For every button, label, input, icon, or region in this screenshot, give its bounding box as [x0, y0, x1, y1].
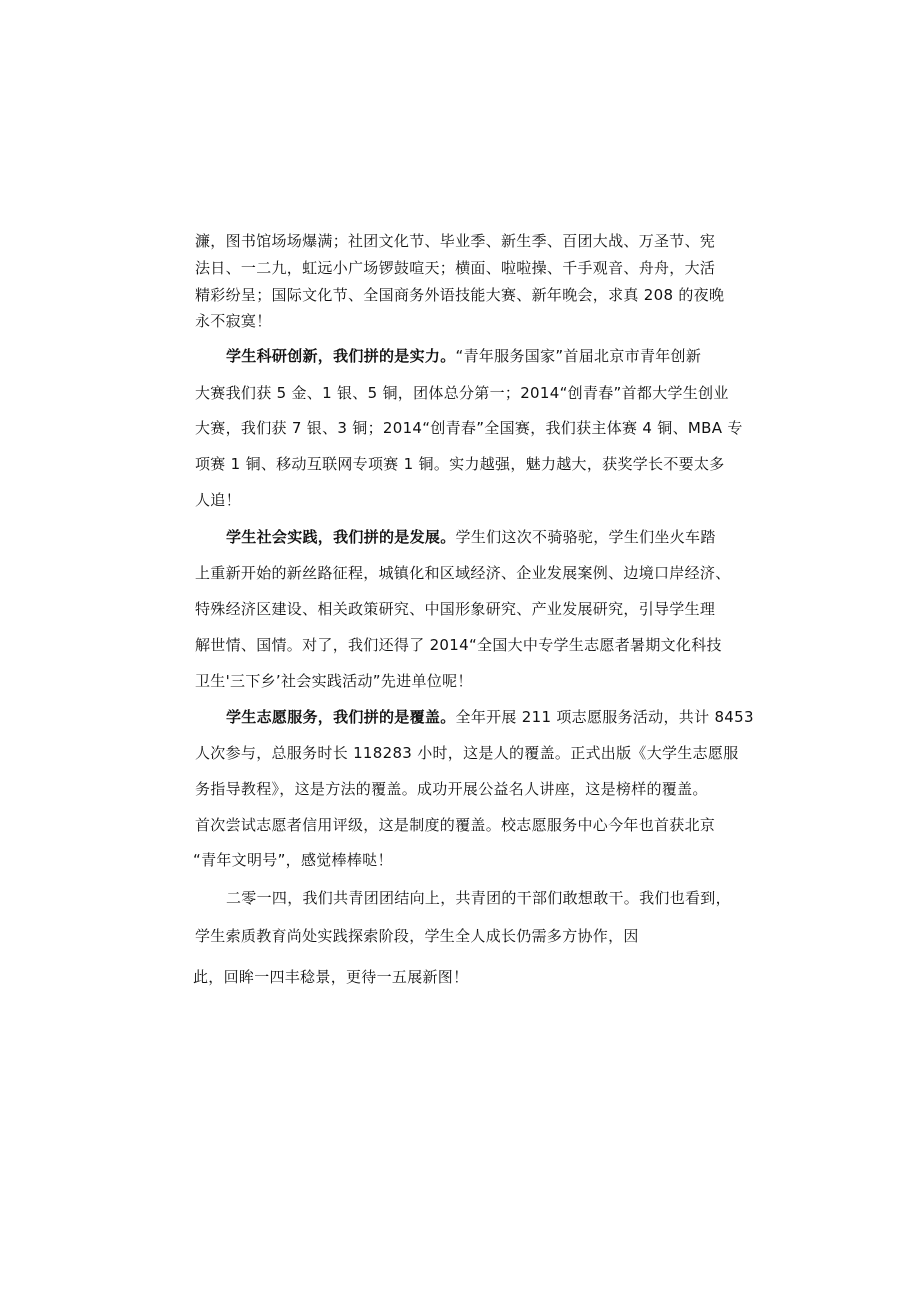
p1-line-1: 濂，图书馆场场爆满；社团文化节、毕业季、新生季、百团大战、万圣节、宪	[195, 232, 716, 250]
p4-line-1	[226, 707, 754, 727]
p5-line-3: 此，回眸一四丰稔景，更待一五展新图！	[193, 968, 469, 986]
p3-heading: 学生社会实践，我们拼的是发展。	[226, 528, 456, 546]
p4-line-4: 首次尝试志愿者信用评级，这是制度的覆盖。校志愿服务中心今年也首获北京	[195, 816, 716, 834]
p4-line-3: 务指导教程》，这是方法的覆盖。成功开展公益名人讲座，这是榜样的覆盖。	[195, 780, 708, 798]
p3-line-2: 上重新开始的新丝路征程，城镇化和区域经济、企业发展案例、边境口岸经济、	[195, 564, 731, 582]
p5-line-1: 二零一四，我们共青团团结向上，共青团的干部们敢想敢干。我们也看到，	[226, 889, 731, 907]
p1-line-3: 精彩纷呈；国际文化节、全国商务外语技能大赛、新年晚会，求真 208 的夜晚	[195, 286, 725, 304]
p4-line-5: “青年文明号”，感觉棒棒哒！	[193, 851, 393, 869]
p2-line-4: 项赛 1 铜、移动互联网专项赛 1 铜。实力越强，魅力越大，获奖学长不要太多	[195, 455, 725, 473]
p2-line-2: 大赛我们获 5 金、1 银、5 铜，团体总分第一；2014“创青春”首都大学生创业	[195, 384, 729, 402]
p2-heading: 学生科研创新，我们拼的是实力。	[226, 347, 456, 365]
p5-line-2: 学生索质教育尚处实践探索阶段，学生全人成长仍需多方协作，因	[195, 927, 639, 945]
p3-line-3: 特殊经济区建设、相关政策研究、中国形象研究、产业发展研究，引导学生理	[195, 600, 716, 618]
p3-line-4: 解世情、国情。对了，我们还得了 2014“全国大中专学生志愿者暑期文化科技	[195, 636, 722, 654]
p3-first-rest: 学生们这次不骑骆驼，学生们坐火车踏	[455, 528, 716, 546]
p3-line-5: 卫生'三下乡’社会实践活动”先进单位呢！	[195, 672, 473, 690]
p2-first-rest: “青年服务国家”首届北京市青年创新	[455, 347, 702, 365]
p4-first-rest: 全年开展 211 项志愿服务活动，共计 8453	[455, 708, 754, 726]
p4-heading: 学生志愿服务，我们拼的是覆盖。	[226, 708, 456, 726]
p2-line-1	[226, 346, 701, 366]
p3-line-1	[226, 527, 716, 547]
p1-line-2: 法日、一二九，虹远小广场锣鼓喧天；横面、啦啦操、千手观音、舟舟，大活	[195, 259, 716, 277]
p2-line-5: 人追！	[195, 491, 241, 509]
p4-line-2: 人次参与，总服务时长 118283 小时，这是人的覆盖。正式出版《大学生志愿服	[195, 744, 739, 762]
p2-line-3: 大赛，我们获 7 银、3 铜；2014“创青春”全国赛，我们获主体赛 4 铜、MBA 专	[195, 419, 743, 437]
p1-line-4: 永不寂寞！	[195, 312, 272, 330]
